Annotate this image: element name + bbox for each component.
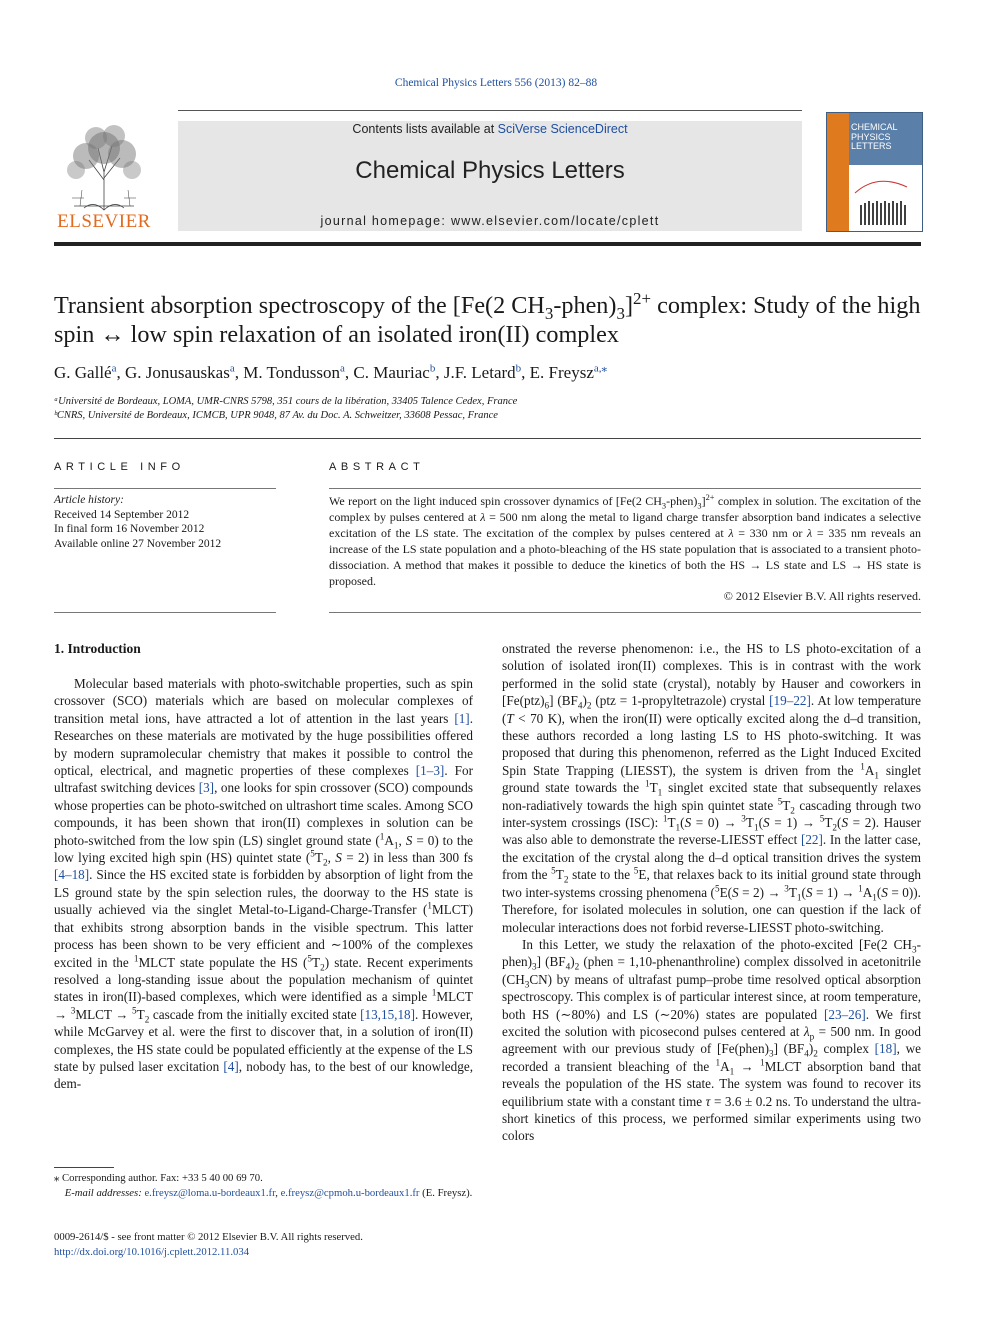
header-rule (178, 110, 802, 111)
abstract-copyright: © 2012 Elsevier B.V. All rights reserved. (723, 589, 921, 603)
journal-cover (826, 112, 923, 232)
elsevier-tree-icon (54, 120, 154, 212)
reference-link[interactable]: [18] (874, 1041, 897, 1057)
reference-link[interactable]: [13,15,18] (360, 1006, 416, 1022)
history-label: Article history: (54, 494, 124, 506)
reference-link[interactable]: [4–18] (54, 867, 90, 883)
cover-art-icon (827, 113, 922, 231)
abstract-heading: ABSTRACT (329, 461, 425, 473)
reference-link[interactable]: [23–26] (823, 1006, 866, 1022)
final-form-date: In final form 16 November 2012 (54, 523, 205, 535)
doi-link[interactable]: http://dx.doi.org/10.1016/j.cplett.2012.11.034 (54, 1245, 250, 1258)
section-rule (54, 438, 921, 439)
header-thick-rule (54, 242, 921, 246)
intro-paragraph-2: onstrated the reverse phenomenon: i.e., the HS to LS photo-excitation of a solution of isolated iron(II) complexes. This is in contrast with the work performed in the solid state (crystal), notably by Hauser and coworkers in $[Fe(ptz)_6]$ $(BF_4)_2$ (ptz = 1-propyltetrazole) crystal [19–22]. At low temperature (T < 70 K), when the iron(II) were optically excited along the d–d transition, these authors recorded a long lasting LS to HS photo-switching. It was proposed that during this phenomenon, referred as the Light Induced Excited Spin State Trapping (LIESST), the system is driven from the $^1A_1$ singlet ground state towards the $^1T_1$ singlet excited state that subsequently relaxes non-radiatively towards the high spin quintet state $^5T_2$ cascading through two inter-system crossings (ISC): $^1T_1(S = 0) \to ^3T_1(S = 1) \to ^5T_2(S = 2)$. Hauser was also able to demonstrate the reverse-LIESST effect [22]. In the latter case, the excitation of the crystal along the d–d optical transition drives the system from the $^5T_2$ state to the $^5$E, that relaxes back to its initial ground state through two inter-systems crossing phenomena $(^5E(S = 2) \to ^3T_1(S = 1) \to ^1A_1(S = 0))$. Therefore, for isolated molecules in solution, one can question if the lack of molecular interactions does not forbid reverse-LIESST photo-switching. (502, 641, 922, 935)
abstract-text (329, 493, 921, 589)
received-date: Received 14 September 2012 (54, 508, 190, 521)
journal-homepage[interactable]: journal homepage: www.elsevier.com/locate/cplett (320, 214, 660, 228)
intro-paragraph-3: In this Letter, we study the relaxation of the photo-excited [Fe(2 $CH_3-phen)_3$] $(BF_4)_2$ (phen = 1,10-phenanthroline) complex dissolved in acetonitrile $(CH_3CN)$ by means of ultrafast pump–probe time resolved optical absorption spectroscopy. This complex is of particular interest since, at room temperature, both HS (∼80%) and LS (∼20%) states are populated [23–26]. We first excited the solution with picosecond pulses centered at $\lambda_p = 500$ nm. In good agreement with our previous study of $[Fe(phen)_3]$ $(BF_4)_2$ complex [18], we recorded a transient bleaching of the $^1A_1$ → $^1$MLCT absorption band that reveals the population of the HS state. The system was found to recover its equilibrium state with a constant time τ = 3.6 ± 0.2 ns. To understand the ultra-short kinetics of this process, we performed similar experiments using two colors (502, 936, 922, 1144)
reference-link[interactable]: e.freysz@loma.u-bordeaux1.fr (144, 1187, 276, 1199)
journal-title: Chemical Physics Letters (355, 157, 625, 184)
affiliation-b: ᵇCNRS, Université de Bordeaux, ICMCB, UPR 9048, 87 Av. du Doc. A. Schweitzer, 33608 Pessac, France (54, 410, 498, 421)
abstract-rule (329, 488, 921, 489)
abstract-body: We report on the light induced spin crossover dynamics of [Fe(2 $CH_3-phen)_3]^{2+}$ complex in solution. The excitation of the complex by pulses centered at λ = 500 nm along the metal to ligand charge transfer absorption band indicates a selective excitation of the LS state. The excitation of the complex by pulses centered at λ = 330 nm or λ = 335 nm reveals an increase of the LS state population and a photo-bleaching of the HS state population that is associated to a transient photo-dissociation. A method that makes it possible to deduce the kinetics of both the HS → LS state and LS → HS state is proposed. (329, 493, 922, 588)
article-info-bottom-rule (54, 612, 276, 613)
body-left-column (54, 675, 473, 1093)
issn-line: 0009-2614/$ - see front matter © 2012 Elsevier B.V. All rights reserved. (54, 1231, 363, 1243)
contents-line (178, 121, 802, 136)
author-list (54, 363, 924, 383)
sciencedirect-link[interactable]: SciVerse ScienceDirect (497, 122, 628, 136)
body-right-column (502, 640, 921, 1145)
corresponding-author-footnote (54, 1171, 473, 1201)
journal-citation[interactable]: Chemical Physics Letters 556 (2013) 82–88 (394, 77, 598, 89)
affiliation-a: ᵃUniversité de Bordeaux, LOMA, UMR-CNRS 5798, 351 cours de la libération, 33405 Talence Cedex, France (54, 396, 518, 407)
reference-link[interactable]: [22] (800, 832, 823, 848)
reference-link[interactable]: [1–3] (415, 763, 445, 779)
reference-link[interactable]: [4] (223, 1058, 239, 1074)
section-heading-introduction: 1. Introduction (54, 641, 141, 656)
author-names: G. Gallé$^a$, G. Jonusauskas$^a$, M. Tondusson$^a$, C. Mauriac$^b$, J.F. Letard$^b$, E. Freysz$^{a,⁎}$ (54, 362, 608, 382)
reference-link[interactable]: [3] (198, 780, 215, 796)
article-info-rule (54, 488, 276, 489)
journal-banner (178, 121, 802, 231)
reference-link[interactable]: e.freysz@cpmoh.u-bordeaux1.fr (280, 1187, 420, 1199)
reference-link[interactable]: [1] (454, 710, 470, 726)
article-history (54, 493, 276, 551)
elsevier-wordmark: ELSEVIER (57, 211, 151, 232)
intro-paragraph-1: Molecular based materials with photo-switchable properties, such as spin crossover (SCO) materials which are based on molecular complexes of transition metal ions, have attracted a lot of attention in the last years [1]. Researches on these materials are motivated by the huge possibilities offered by modern supramolecular chemistry that makes it possible to control the optical, electrical, and magnetic properties of these complexes [1–3]. For ultrafast switching devices [3], one looks for spin crossover (SCO) compounds whose properties can be photo-switched on ultrashort time scales. Among SCO compounds, it has been shown that iron(II) complexes in solution can be photo-switched from the low spin (LS) singlet ground state ($^1A_1$, S = 0) to the low lying excited high spin (HS) quintet state ($^5T_2$, S = 2) in less than 300 fs [4–18]. Since the HS excited state is forbidden by absorption of light from the LS ground state by the spin selection rules, the doorway to the HS state is usually achieved via the singlet Metal-to-Ligand-Charge-Transfer ($^1$MLCT) that exhibits strong absorption bands in the visible spectrum. This latter process has been shown to be very efficient and ∼100% of the complexes excited in the $^1$MLCT state populate the HS $(^5T_2)$ state. Recent experiments resolved a long-standing issue about the population mechanism of quintet states in iron(II)-based complexes, which were identified as a simple $^1$MLCT → $^3$MLCT → $^5T_2$ cascade from the initially excited state [13,15,18]. However, while McGarvey et al. were the first to discover that, in a solution of iron(II) complexes, the HS state could be populated efficiently at the expense of the LS state by pulsed laser excitation [4], nobody has, to the best of our knowledge, dem- (54, 676, 474, 1092)
article-title (54, 288, 924, 349)
footnote-rule (54, 1167, 114, 1168)
footnote-text: ⁎ Corresponding author. Fax: +33 5 40 00 69 70. E-mail addresses: e.freysz@loma.u-bordeaux1.fr, e.freysz@cpmoh.u-bordeaux1.fr (E. Freysz). (54, 1172, 473, 1199)
article-title-text: Transient absorption spectroscopy of the [Fe(2 $CH_3-phen)_3]^{2+}$ complex: Study of the high spin ↔ low spin relaxation of an isolated iron(II) complex (54, 288, 921, 348)
article-info-heading: ARTICLE INFO (54, 461, 185, 473)
abstract-bottom-rule (329, 612, 921, 613)
cover-title: CHEMICAL PHYSICS LETTERS (851, 122, 898, 151)
contents-prefix: Contents lists available at (352, 122, 498, 136)
reference-link[interactable]: [19–22] (769, 693, 811, 709)
front-matter-info (54, 1230, 363, 1259)
online-date: Available online 27 November 2012 (54, 537, 222, 550)
